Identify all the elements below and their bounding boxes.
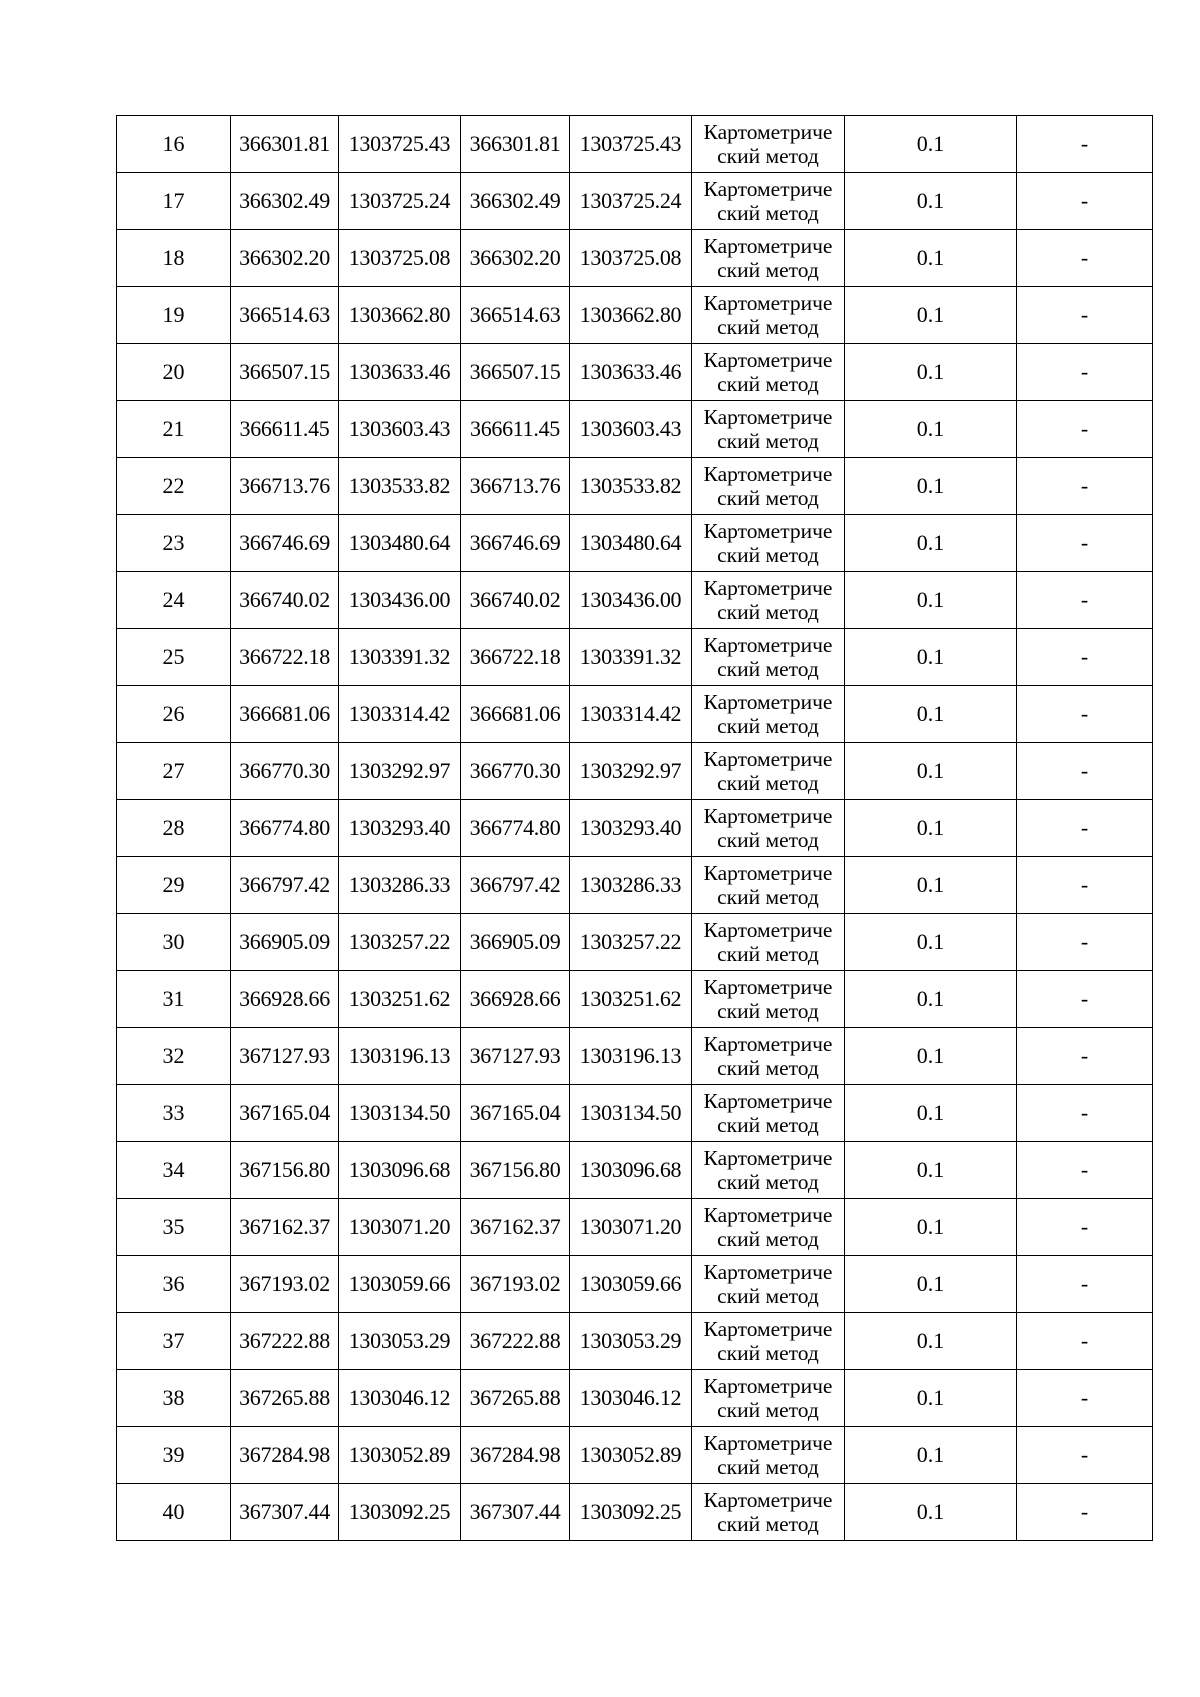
method-line-2: ский метод [717,486,819,510]
y-coordinate-cell: 1303092.25 [339,1484,461,1541]
accuracy-cell: 0.1 [845,116,1017,173]
accuracy-cell: 0.1 [845,857,1017,914]
x-coordinate-cell: 367265.88 [231,1370,339,1427]
accuracy-cell: 0.1 [845,743,1017,800]
table-row [117,629,1153,686]
table-row [117,971,1153,1028]
method-cell [692,800,845,857]
y-coordinate-new-cell: 1303046.12 [570,1370,692,1427]
y-coordinate-cell: 1303480.64 [339,515,461,572]
note-cell: - [1017,230,1153,287]
table-row [117,686,1153,743]
method-cell [692,914,845,971]
x-coordinate-new-cell: 367284.98 [461,1427,570,1484]
method-cell [692,116,845,173]
table-row [117,1256,1153,1313]
x-coordinate-new-cell: 366740.02 [461,572,570,629]
x-coordinate-cell: 366905.09 [231,914,339,971]
x-coordinate-new-cell: 366611.45 [461,401,570,458]
note-cell: - [1017,458,1153,515]
y-coordinate-cell: 1303286.33 [339,857,461,914]
x-coordinate-cell: 367193.02 [231,1256,339,1313]
note-cell: - [1017,1484,1153,1541]
method-cell [692,1370,845,1427]
method-cell [692,287,845,344]
point-number-cell: 17 [117,173,231,230]
method-cell [692,1199,845,1256]
accuracy-cell: 0.1 [845,1484,1017,1541]
method-line-2: ский метод [717,315,819,339]
method-line-1: Картометриче [703,234,833,258]
method-line-2: ский метод [717,543,819,567]
point-number-cell: 26 [117,686,231,743]
x-coordinate-cell: 366740.02 [231,572,339,629]
point-number-cell: 22 [117,458,231,515]
accuracy-cell: 0.1 [845,344,1017,401]
method-line-2: ский метод [717,1170,819,1194]
table-row [117,230,1153,287]
method-cell [692,401,845,458]
y-coordinate-cell: 1303633.46 [339,344,461,401]
method-line-1: Картометриче [703,519,833,543]
method-line-2: ский метод [717,999,819,1023]
x-coordinate-cell: 366774.80 [231,800,339,857]
y-coordinate-cell: 1303052.89 [339,1427,461,1484]
table-row [117,800,1153,857]
y-coordinate-new-cell: 1303052.89 [570,1427,692,1484]
method-cell [692,1085,845,1142]
note-cell: - [1017,800,1153,857]
y-coordinate-new-cell: 1303633.46 [570,344,692,401]
y-coordinate-cell: 1303292.97 [339,743,461,800]
point-number-cell: 21 [117,401,231,458]
table-row [117,401,1153,458]
x-coordinate-cell: 366770.30 [231,743,339,800]
method-cell [692,572,845,629]
x-coordinate-new-cell: 366302.20 [461,230,570,287]
y-coordinate-new-cell: 1303480.64 [570,515,692,572]
method-cell [692,857,845,914]
accuracy-cell: 0.1 [845,1256,1017,1313]
table-row [117,1427,1153,1484]
method-line-1: Картометриче [703,1089,833,1113]
method-line-1: Картометриче [703,861,833,885]
x-coordinate-cell: 367156.80 [231,1142,339,1199]
method-line-2: ский метод [717,201,819,225]
y-coordinate-cell: 1303391.32 [339,629,461,686]
y-coordinate-cell: 1303293.40 [339,800,461,857]
point-number-cell: 39 [117,1427,231,1484]
accuracy-cell: 0.1 [845,1085,1017,1142]
y-coordinate-cell: 1303251.62 [339,971,461,1028]
method-line-2: ский метод [717,1284,819,1308]
table-row [117,173,1153,230]
point-number-cell: 20 [117,344,231,401]
y-coordinate-cell: 1303725.24 [339,173,461,230]
x-coordinate-cell: 367127.93 [231,1028,339,1085]
method-line-1: Картометриче [703,1317,833,1341]
y-coordinate-new-cell: 1303725.08 [570,230,692,287]
note-cell: - [1017,287,1153,344]
note-cell: - [1017,116,1153,173]
method-line-2: ский метод [717,1341,819,1365]
point-number-cell: 27 [117,743,231,800]
x-coordinate-cell: 366611.45 [231,401,339,458]
method-cell [692,629,845,686]
y-coordinate-new-cell: 1303725.24 [570,173,692,230]
x-coordinate-new-cell: 366681.06 [461,686,570,743]
y-coordinate-cell: 1303314.42 [339,686,461,743]
accuracy-cell: 0.1 [845,173,1017,230]
accuracy-cell: 0.1 [845,1427,1017,1484]
table-body [117,116,1153,1541]
note-cell: - [1017,1370,1153,1427]
y-coordinate-cell: 1303134.50 [339,1085,461,1142]
table-row [117,1199,1153,1256]
method-cell [692,1028,845,1085]
method-line-2: ский метод [717,714,819,738]
method-line-2: ский метод [717,429,819,453]
table-row [117,857,1153,914]
table-row [117,287,1153,344]
x-coordinate-new-cell: 367193.02 [461,1256,570,1313]
x-coordinate-new-cell: 366928.66 [461,971,570,1028]
point-number-cell: 40 [117,1484,231,1541]
accuracy-cell: 0.1 [845,287,1017,344]
method-line-1: Картометриче [703,348,833,372]
method-line-2: ский метод [717,258,819,282]
y-coordinate-new-cell: 1303293.40 [570,800,692,857]
point-number-cell: 34 [117,1142,231,1199]
coordinates-table [116,115,1153,1541]
point-number-cell: 29 [117,857,231,914]
point-number-cell: 37 [117,1313,231,1370]
accuracy-cell: 0.1 [845,458,1017,515]
y-coordinate-new-cell: 1303092.25 [570,1484,692,1541]
accuracy-cell: 0.1 [845,230,1017,287]
note-cell: - [1017,1427,1153,1484]
y-coordinate-new-cell: 1303053.29 [570,1313,692,1370]
y-coordinate-cell: 1303196.13 [339,1028,461,1085]
method-cell [692,971,845,1028]
method-line-1: Картометриче [703,1431,833,1455]
note-cell: - [1017,1199,1153,1256]
accuracy-cell: 0.1 [845,1028,1017,1085]
accuracy-cell: 0.1 [845,1313,1017,1370]
table-row [117,1313,1153,1370]
method-cell [692,1142,845,1199]
x-coordinate-cell: 366722.18 [231,629,339,686]
method-line-1: Картометриче [703,804,833,828]
y-coordinate-new-cell: 1303059.66 [570,1256,692,1313]
note-cell: - [1017,629,1153,686]
point-number-cell: 31 [117,971,231,1028]
note-cell: - [1017,1085,1153,1142]
y-coordinate-cell: 1303603.43 [339,401,461,458]
y-coordinate-new-cell: 1303436.00 [570,572,692,629]
x-coordinate-cell: 366302.49 [231,173,339,230]
y-coordinate-new-cell: 1303251.62 [570,971,692,1028]
x-coordinate-new-cell: 366301.81 [461,116,570,173]
method-line-2: ский метод [717,828,819,852]
method-line-1: Картометриче [703,1146,833,1170]
x-coordinate-new-cell: 366713.76 [461,458,570,515]
note-cell: - [1017,914,1153,971]
x-coordinate-new-cell: 366797.42 [461,857,570,914]
accuracy-cell: 0.1 [845,572,1017,629]
x-coordinate-new-cell: 367156.80 [461,1142,570,1199]
accuracy-cell: 0.1 [845,800,1017,857]
y-coordinate-new-cell: 1303662.80 [570,287,692,344]
method-line-2: ский метод [717,372,819,396]
table-row [117,1484,1153,1541]
x-coordinate-new-cell: 366774.80 [461,800,570,857]
x-coordinate-new-cell: 367222.88 [461,1313,570,1370]
method-line-2: ский метод [717,600,819,624]
accuracy-cell: 0.1 [845,629,1017,686]
method-line-1: Картометриче [703,291,833,315]
point-number-cell: 32 [117,1028,231,1085]
accuracy-cell: 0.1 [845,1142,1017,1199]
method-cell [692,344,845,401]
method-line-2: ский метод [717,657,819,681]
method-line-1: Картометриче [703,405,833,429]
x-coordinate-new-cell: 366746.69 [461,515,570,572]
point-number-cell: 18 [117,230,231,287]
note-cell: - [1017,1028,1153,1085]
note-cell: - [1017,515,1153,572]
y-coordinate-cell: 1303046.12 [339,1370,461,1427]
x-coordinate-new-cell: 367165.04 [461,1085,570,1142]
method-line-1: Картометриче [703,690,833,714]
table-row [117,344,1153,401]
method-line-2: ский метод [717,1512,819,1536]
method-line-2: ский метод [717,1113,819,1137]
y-coordinate-new-cell: 1303391.32 [570,629,692,686]
table-row [117,1142,1153,1199]
table-row [117,914,1153,971]
method-cell [692,230,845,287]
x-coordinate-cell: 366302.20 [231,230,339,287]
y-coordinate-cell: 1303096.68 [339,1142,461,1199]
method-cell [692,1427,845,1484]
method-line-1: Картометриче [703,120,833,144]
point-number-cell: 19 [117,287,231,344]
table-row [117,1370,1153,1427]
point-number-cell: 33 [117,1085,231,1142]
method-cell [692,743,845,800]
method-cell [692,515,845,572]
accuracy-cell: 0.1 [845,914,1017,971]
point-number-cell: 16 [117,116,231,173]
table-row [117,572,1153,629]
y-coordinate-new-cell: 1303603.43 [570,401,692,458]
point-number-cell: 25 [117,629,231,686]
point-number-cell: 28 [117,800,231,857]
accuracy-cell: 0.1 [845,686,1017,743]
y-coordinate-cell: 1303662.80 [339,287,461,344]
accuracy-cell: 0.1 [845,971,1017,1028]
y-coordinate-new-cell: 1303096.68 [570,1142,692,1199]
x-coordinate-cell: 366507.15 [231,344,339,401]
y-coordinate-new-cell: 1303134.50 [570,1085,692,1142]
accuracy-cell: 0.1 [845,515,1017,572]
method-cell [692,458,845,515]
method-line-1: Картометриче [703,1260,833,1284]
method-line-1: Картометриче [703,975,833,999]
method-line-2: ский метод [717,1455,819,1479]
point-number-cell: 24 [117,572,231,629]
note-cell: - [1017,401,1153,458]
method-line-1: Картометриче [703,1374,833,1398]
x-coordinate-cell: 366746.69 [231,515,339,572]
point-number-cell: 30 [117,914,231,971]
method-line-1: Картометриче [703,1203,833,1227]
y-coordinate-cell: 1303053.29 [339,1313,461,1370]
point-number-cell: 36 [117,1256,231,1313]
method-line-1: Картометриче [703,918,833,942]
x-coordinate-new-cell: 367162.37 [461,1199,570,1256]
x-coordinate-new-cell: 366507.15 [461,344,570,401]
table-row [117,515,1153,572]
method-line-2: ский метод [717,1398,819,1422]
x-coordinate-new-cell: 366302.49 [461,173,570,230]
x-coordinate-new-cell: 366770.30 [461,743,570,800]
y-coordinate-new-cell: 1303725.43 [570,116,692,173]
y-coordinate-new-cell: 1303257.22 [570,914,692,971]
x-coordinate-cell: 366681.06 [231,686,339,743]
method-line-1: Картометриче [703,177,833,201]
note-cell: - [1017,1142,1153,1199]
y-coordinate-new-cell: 1303196.13 [570,1028,692,1085]
accuracy-cell: 0.1 [845,1370,1017,1427]
method-cell [692,1313,845,1370]
x-coordinate-cell: 366713.76 [231,458,339,515]
y-coordinate-cell: 1303436.00 [339,572,461,629]
note-cell: - [1017,173,1153,230]
x-coordinate-new-cell: 367265.88 [461,1370,570,1427]
x-coordinate-new-cell: 366514.63 [461,287,570,344]
method-line-2: ский метод [717,1227,819,1251]
note-cell: - [1017,1256,1153,1313]
table-row [117,1028,1153,1085]
x-coordinate-new-cell: 367127.93 [461,1028,570,1085]
point-number-cell: 38 [117,1370,231,1427]
y-coordinate-cell: 1303725.08 [339,230,461,287]
method-line-1: Картометриче [703,633,833,657]
note-cell: - [1017,857,1153,914]
note-cell: - [1017,971,1153,1028]
y-coordinate-cell: 1303533.82 [339,458,461,515]
y-coordinate-new-cell: 1303071.20 [570,1199,692,1256]
note-cell: - [1017,1313,1153,1370]
table-row [117,116,1153,173]
method-line-2: ский метод [717,771,819,795]
y-coordinate-new-cell: 1303286.33 [570,857,692,914]
x-coordinate-cell: 367162.37 [231,1199,339,1256]
y-coordinate-cell: 1303725.43 [339,116,461,173]
note-cell: - [1017,572,1153,629]
accuracy-cell: 0.1 [845,1199,1017,1256]
x-coordinate-cell: 366301.81 [231,116,339,173]
x-coordinate-cell: 366514.63 [231,287,339,344]
method-line-1: Картометриче [703,462,833,486]
method-line-1: Картометриче [703,747,833,771]
point-number-cell: 35 [117,1199,231,1256]
x-coordinate-new-cell: 366905.09 [461,914,570,971]
method-line-2: ский метод [717,885,819,909]
method-line-2: ский метод [717,144,819,168]
x-coordinate-new-cell: 366722.18 [461,629,570,686]
method-line-1: Картометриче [703,1488,833,1512]
y-coordinate-new-cell: 1303533.82 [570,458,692,515]
method-line-1: Картометриче [703,1032,833,1056]
x-coordinate-cell: 367284.98 [231,1427,339,1484]
method-cell [692,1256,845,1313]
note-cell: - [1017,743,1153,800]
y-coordinate-new-cell: 1303314.42 [570,686,692,743]
y-coordinate-cell: 1303257.22 [339,914,461,971]
method-cell [692,686,845,743]
note-cell: - [1017,686,1153,743]
y-coordinate-cell: 1303059.66 [339,1256,461,1313]
note-cell: - [1017,344,1153,401]
method-line-1: Картометриче [703,576,833,600]
x-coordinate-cell: 367222.88 [231,1313,339,1370]
x-coordinate-new-cell: 367307.44 [461,1484,570,1541]
method-line-2: ский метод [717,942,819,966]
table-row [117,458,1153,515]
table-row [117,1085,1153,1142]
method-cell [692,1484,845,1541]
accuracy-cell: 0.1 [845,401,1017,458]
y-coordinate-cell: 1303071.20 [339,1199,461,1256]
table-row [117,743,1153,800]
x-coordinate-cell: 366797.42 [231,857,339,914]
x-coordinate-cell: 367165.04 [231,1085,339,1142]
y-coordinate-new-cell: 1303292.97 [570,743,692,800]
x-coordinate-cell: 367307.44 [231,1484,339,1541]
x-coordinate-cell: 366928.66 [231,971,339,1028]
point-number-cell: 23 [117,515,231,572]
method-cell [692,173,845,230]
method-line-2: ский метод [717,1056,819,1080]
